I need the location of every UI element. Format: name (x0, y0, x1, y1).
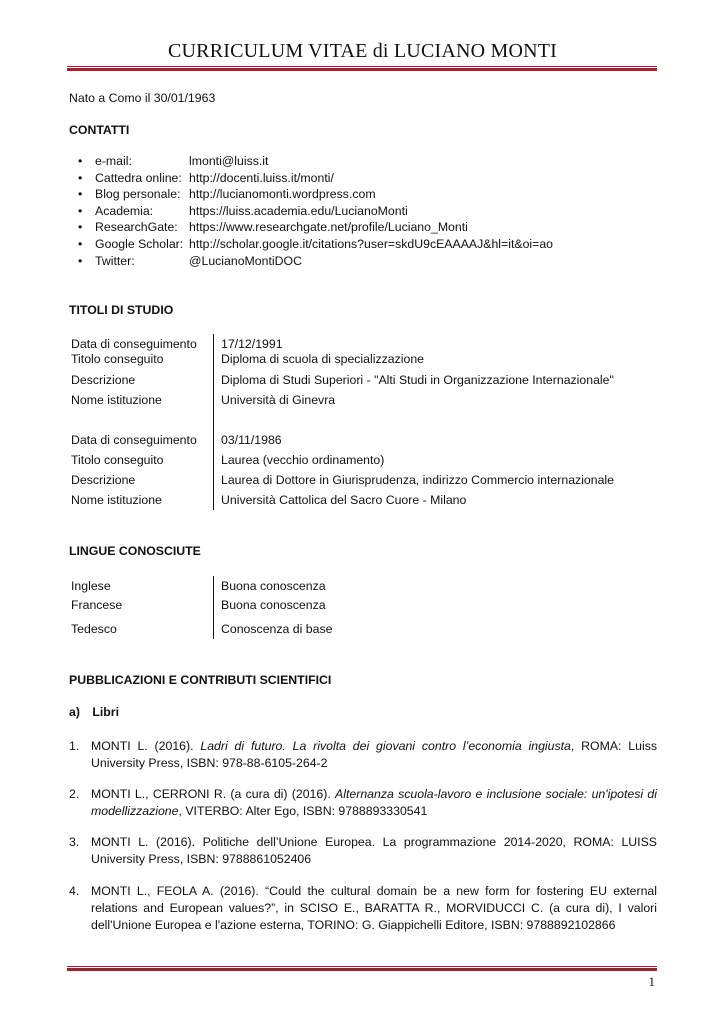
bullet: • (78, 170, 83, 185)
item-number: 1. (69, 739, 80, 753)
row-label: Data di conseguimento (71, 337, 197, 351)
item-text-plain: MONTI L. (2016). (91, 739, 201, 753)
item-text (91, 883, 657, 934)
row-value: Diploma di Studi Superiori - "Alti Studi in Organizzazione Internazionale" (221, 373, 614, 387)
item-text-plain: , VITERBO: Alter Ego, ISBN: 9788893330541 (178, 804, 428, 818)
contact-value[interactable]: lmonti@luiss.it (189, 154, 269, 168)
contact-item-email (78, 153, 553, 170)
row-value: Università di Ginevra (221, 393, 336, 407)
item-text-plain: MONTI L., CERRONI R. (a cura di) (2016). (91, 787, 336, 801)
contact-value[interactable]: https://www.researchgate.net/profile/Luciano_Monti (189, 220, 468, 235)
contact-item-academia (78, 203, 553, 220)
contact-item-researchgate (78, 219, 553, 236)
item-number: 4. (69, 884, 80, 898)
item-text-plain: , ROMA: Luiss University Press, ISBN: 978-88-6105-264-2 (91, 739, 657, 770)
bullet: • (78, 203, 83, 218)
contact-label: Blog personale: (95, 187, 181, 202)
row-label: Titolo conseguito (71, 352, 164, 366)
row-value: Buona conoscenza (221, 598, 326, 612)
item-number: 2. (69, 787, 80, 801)
subheading-label: Libri (92, 705, 120, 719)
row-value: Laurea (vecchio ordinamento) (221, 453, 385, 467)
contact-value[interactable]: http://lucianomonti.wordpress.com (189, 187, 376, 202)
row-value: Conoscenza di base (221, 622, 333, 636)
bullet: • (78, 253, 83, 268)
item-number: 3. (69, 835, 80, 849)
table-divider (213, 576, 214, 639)
contact-value[interactable]: https://luiss.academia.edu/LucianoMonti (189, 203, 408, 218)
row-value: Laurea di Dottore in Giurisprudenza, indirizzo Commercio internazionale (221, 473, 615, 487)
bullet: • (78, 187, 83, 202)
contact-label: e-mail: (95, 154, 132, 168)
contacts-list (78, 153, 553, 269)
item-title: Ladri di futuro. La rivolta dei giovani contro l’economia ingiusta (200, 739, 571, 753)
row-label: Inglese (71, 579, 111, 593)
item-text (91, 834, 657, 868)
publications-heading: PUBBLICAZIONI E CONTRIBUTI SCIENTIFICI (69, 673, 332, 687)
contact-item-scholar (78, 236, 553, 253)
table-divider (213, 334, 214, 510)
row-value: Università Cattolica del Sacro Cuore - Milano (221, 493, 467, 507)
publication-item (69, 738, 657, 772)
row-label: Nome istituzione (71, 393, 162, 407)
bullet: • (78, 154, 83, 168)
page-number: 1 (648, 974, 655, 989)
row-value: 17/12/1991 (221, 337, 283, 351)
contact-item-cattedra (78, 170, 553, 187)
contact-value[interactable]: http://docenti.luiss.it/monti/ (189, 170, 334, 185)
row-label: Titolo conseguito (71, 453, 164, 467)
contact-label: Cattedra online: (95, 170, 182, 185)
item-text (91, 738, 657, 772)
languages-heading: LINGUE CONOSCIUTE (69, 544, 201, 558)
page-title: CURRICULUM VITAE di LUCIANO MONTI (167, 40, 558, 62)
contact-label: ResearchGate: (95, 220, 178, 235)
bullet: • (78, 236, 83, 251)
publication-item (69, 834, 657, 868)
subheading-marker: a) (69, 705, 80, 719)
row-label: Descrizione (71, 473, 136, 487)
item-title: Alternanza scuola-lavoro e inclusione sociale: un'ipotesi di modellizzazione (91, 787, 657, 818)
header-rule (67, 66, 657, 71)
item-text-plain: MONTI L., FEOLA A. (2016). “Could the cultural domain be a new form for fostering EU external relations and European values?”, in SCISO E., BARATTA R., MORVIDUCCI C. (a cura di), I valori dell'Unione Europea e l'azione esterna, TORINO: G. Giappichelli Editore, ISBN: 9788892102866 (91, 884, 657, 932)
contact-label: Academia: (95, 203, 154, 218)
bullet: • (78, 220, 83, 235)
footer-rule (67, 966, 657, 971)
item-text (91, 786, 657, 820)
contact-item-blog (78, 186, 553, 203)
contact-label: Google Scholar: (95, 236, 184, 251)
row-value: Diploma di scuola di specializzazione (221, 352, 425, 366)
contact-value[interactable]: @LucianoMontiDOC (189, 253, 302, 268)
books-subheading (69, 705, 119, 719)
birth-info: Nato a Como il 30/01/1963 (69, 91, 216, 105)
row-label: Descrizione (71, 373, 136, 387)
contact-value[interactable]: http://scholar.google.it/citations?user=skdU9cEAAAAJ&hl=it&oi=ao (189, 236, 553, 251)
row-label: Nome istituzione (71, 493, 162, 507)
row-label: Data di conseguimento (71, 433, 197, 447)
contact-label: Twitter: (95, 253, 135, 268)
contact-item-twitter (78, 253, 553, 270)
publication-item (69, 883, 657, 934)
publication-item (69, 786, 657, 820)
row-label: Tedesco (71, 622, 117, 636)
row-label: Francese (71, 598, 123, 612)
education-heading: TITOLI DI STUDIO (69, 303, 174, 317)
contacts-heading: CONTATTI (69, 123, 130, 137)
item-text-plain: MONTI L. (2016). Politiche dell’Unione Europea. La programmazione 2014-2020, ROMA: LUISS University Press, ISBN: 9788861052406 (91, 835, 657, 866)
row-value: 03/11/1986 (221, 433, 282, 447)
row-value: Buona conoscenza (221, 579, 326, 593)
